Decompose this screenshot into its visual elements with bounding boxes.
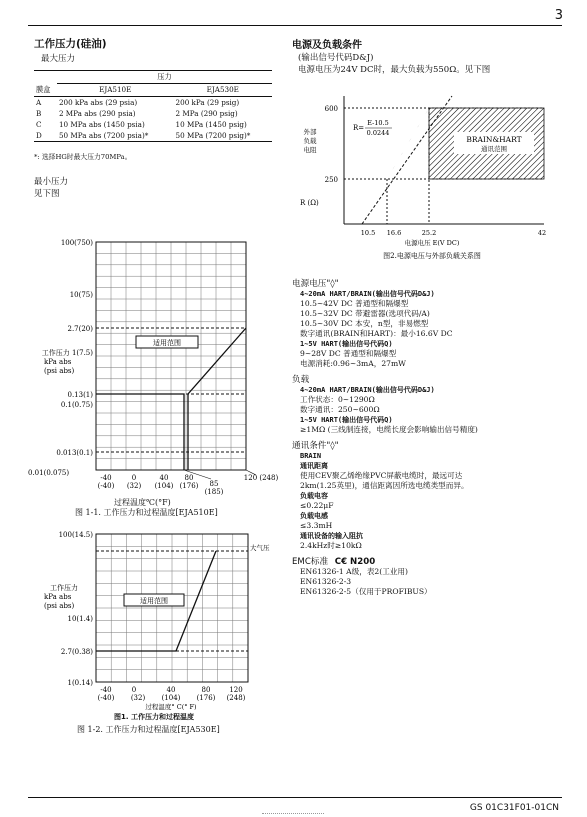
c3-yunit: R (Ω) (300, 199, 319, 207)
spec-line: 2.4kHz时≥10kΩ (300, 541, 362, 550)
load-heading: 负载 (292, 375, 310, 385)
spec-line: 4~20mA HART/BRAIN(输出信号代码D&J) (300, 386, 435, 394)
c3-ytick: 250 (324, 176, 338, 184)
spec-line: 1~5V HART(输出信号代码Q) (300, 340, 393, 348)
c3-region-label: BRAIN&HART (466, 135, 522, 144)
chart-eja510e (26, 230, 286, 495)
c2-xtick-f: (248) (226, 694, 246, 702)
c2-yunit: kPa abs (44, 593, 72, 601)
c2-caption-bold: 图1. 工作压力和过程温度 (114, 713, 194, 721)
c1-xtick: 80 (184, 474, 194, 482)
spec-line: 通讯距离 (300, 462, 328, 470)
footer-dots (262, 813, 324, 814)
table-row: B 2 MPa abs (290 psia) 2 MPa (290 psig) (36, 108, 238, 118)
c2-atm-label: 大气压 (250, 544, 270, 552)
c3-xtick: 10.5 (360, 229, 376, 237)
comm-heading: 通讯条件"◊" (292, 441, 339, 451)
table-row: C 10 MPa abs (1450 psia) 10 MPa (1450 psig) (36, 119, 247, 129)
chart-supply-load (292, 88, 562, 274)
see-below-label: 见下图 (34, 188, 60, 199)
spec-line: ≤3.3mH (300, 521, 333, 530)
spec-line: 1~5V HART(输出信号代码Q) (300, 416, 393, 424)
c3-ytick: 600 (324, 105, 338, 113)
c1-x-title: 过程温度℃(°F) (114, 498, 171, 507)
c2-ytick: 10(1.4) (67, 615, 93, 623)
spec-line: 负载电容 (300, 492, 328, 500)
c1-xtick-f: (104) (154, 482, 174, 490)
c3-formula-num: E-10.5 (367, 119, 389, 127)
spec-line: BRAIN (300, 452, 322, 460)
c2-ytick: 100(14.5) (58, 531, 93, 539)
c1-xtick-f: (32) (126, 482, 142, 490)
c2-ytick: 2.7(0.38) (60, 648, 93, 656)
c1-yunit: (psi abs) (44, 367, 75, 375)
c1-ytick: 0.1(0.75) (60, 401, 93, 409)
left-column (34, 36, 274, 199)
c2-xtick: 0 (131, 686, 137, 694)
c3-caption: 图2.电源电压与外部负载关系图 (383, 252, 481, 260)
c1-ytick: 2.7(20) (67, 325, 93, 333)
c3-ylabel: 电阻 (303, 146, 317, 154)
c2-ytick: 工作压力 (50, 584, 78, 592)
spec-line: 4~20mA HART/BRAIN(输出信号代码D&J) (300, 290, 435, 298)
header-rule (28, 25, 562, 26)
spec-line: 通讯设备的输入阻抗 (300, 532, 363, 540)
c2-ytick: 1(0.14) (67, 679, 93, 687)
table-row: D 50 MPa abs (7200 psia)* 50 MPa (7200 psig)* (34, 130, 272, 142)
c3-xtick: 16.6 (386, 229, 402, 237)
right-column (292, 36, 562, 75)
c1-ytick-bottom: 0.01(0.075) (28, 469, 70, 477)
footer-code: GS 01C31F01-01CN (469, 803, 559, 813)
spec-line: 负载电感 (300, 512, 328, 520)
c2-xtick-f: (-40) (97, 694, 115, 702)
spec-line: EN61326-1 A级，表2(工业用) (300, 567, 408, 576)
c2-xtick-f: (32) (130, 694, 146, 702)
c1-area-label: 适用范围 (153, 339, 181, 347)
c3-x-title: 电源电压 E(V DC) (404, 239, 460, 247)
c1-xtick-f: (176) (179, 482, 199, 490)
spec-line: 数字通讯(BRAIN和HART)：最小16.6V DC (300, 329, 453, 338)
col-eja530e: EJA530E (206, 85, 239, 95)
table-row: A 200 kPa abs (29 psia) 200 kPa (29 psig) (36, 97, 240, 107)
footer-rule (28, 797, 562, 798)
spec-line: EN61326-2-5（仅用于PROFIBUS） (300, 587, 432, 596)
c1-xtick: 40 (159, 474, 169, 482)
c1-ytick: 工作压力 1(7.5) (41, 349, 93, 357)
spec-line: 10.5~30V DC 本安，n型，非易燃型 (300, 319, 429, 328)
spec-line: 2km(1.25英里)，通信距离因所选电缆类型而异。 (300, 481, 469, 490)
emc-heading: EMC标准 C€ N200 (292, 557, 376, 567)
spec-line: 10.5~42V DC 普通型和隔爆型 (300, 299, 409, 308)
load-list (292, 385, 567, 435)
col-eja510e: EJA510E (99, 85, 132, 95)
max-pressure-table (34, 70, 272, 142)
c2-xtick: 40 (166, 686, 176, 694)
spec-line: ≤0.22μF (300, 501, 334, 510)
c2-area-label: 适用范围 (140, 597, 168, 605)
right-spec-text (292, 273, 567, 597)
page-number: 3 (554, 8, 563, 23)
c1-ytick: 0.013(0.1) (56, 449, 93, 457)
c1-xtick: 120 (248) (243, 474, 279, 482)
comm-list (292, 451, 567, 551)
voltage-list (292, 289, 567, 369)
c2-xtick: -40 (100, 686, 112, 694)
c2-xtick-f: (176) (196, 694, 216, 702)
c1-caption: 图 1-1. 工作压力和过程温度[EJA510E] (75, 508, 218, 517)
c1-ytick: 10(75) (69, 291, 93, 299)
c2-xtick-f: (104) (161, 694, 181, 702)
c1-xtick: -40 (100, 474, 112, 482)
voltage-heading: 电源电压"◊" (292, 279, 339, 289)
spec-line: 数字通讯：250~600Ω (300, 405, 380, 414)
max-pressure-label: 最大压力 (41, 54, 76, 64)
supply-sub: (输出信号代码D&J) (298, 53, 374, 63)
working-pressure-title: 工作压力(硅油) (34, 38, 107, 50)
c1-xtick-f: (-40) (97, 482, 115, 490)
c2-yunit: (psi abs) (44, 602, 75, 610)
c2-xtick: 120 (229, 686, 243, 694)
chart-eja530e (26, 528, 286, 713)
spec-line: 9~28V DC 普通型和隔爆型 (300, 349, 397, 358)
table-footnote: *: 选择HG时最大压力70MPa。 (34, 152, 132, 161)
c1-boundary-2 (188, 328, 246, 470)
spec-line: 工作状态：0~1290Ω (300, 395, 375, 404)
c1-yunit: kPa abs (44, 358, 72, 366)
c2-xtick: 80 (201, 686, 211, 694)
c1-ytick: 0.13(1) (67, 391, 93, 399)
c3-formula-den: 0.0244 (366, 129, 390, 137)
spec-line: 10.5~32V DC 带避雷器(选项代码/A) (300, 309, 430, 318)
c1-xtick: 0 (131, 474, 137, 482)
c3-formula-r: R= (353, 124, 365, 132)
c3-ylabel: 外部 (303, 128, 317, 136)
c2-caption: 图 1-2. 工作压力和过程温度[EJA530E] (77, 725, 220, 734)
c1-xtick-85: 85 (209, 480, 219, 488)
c3-xtick: 25.2 (421, 229, 437, 237)
emc-list (292, 567, 567, 597)
supply-title: 电源及负载条件 (292, 40, 362, 51)
spec-line: 使用CEV聚乙烯绝缘PVC屏蔽电缆时，最远可达 (300, 471, 463, 480)
spec-line: ≥1MΩ (三线制连接，电缆长度会影响输出信号精度) (300, 425, 478, 434)
min-pressure-label: 最小压力 (34, 176, 69, 187)
c3-xtick: 42 (537, 229, 547, 237)
supply-text: 电源电压为24V DC时，最大负载为550Ω。见下图 (298, 65, 491, 75)
ce-mark-icon: C€ N200 (334, 557, 376, 567)
spec-line: EN61326-2-3 (300, 577, 352, 586)
col-diaphragm: 膜盒 (36, 84, 51, 94)
table-group-header: 压力 (57, 71, 272, 84)
c2-x-title: 过程温度° C(° F) (145, 703, 197, 711)
c3-region-sub: 通讯范围 (481, 145, 507, 153)
c3-ylabel: 负载 (303, 137, 317, 145)
c1-xtick-185: (185) (204, 488, 224, 495)
c1-ytick: 100(750) (60, 239, 93, 247)
spec-line: 电源消耗:0.96~3mA，27mW (300, 359, 406, 368)
